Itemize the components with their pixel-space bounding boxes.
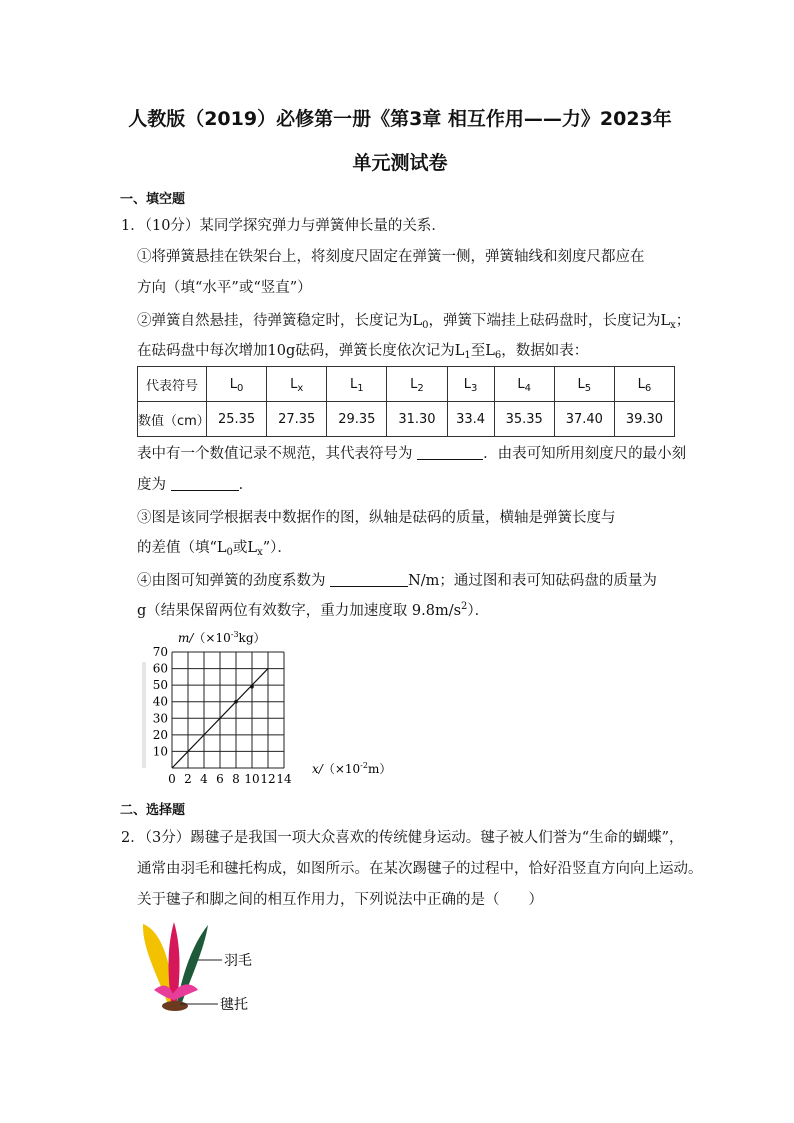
x-tick-label: 2 bbox=[184, 772, 192, 786]
table-row-values bbox=[138, 402, 675, 437]
table-cell-symbol: $L_1$ bbox=[327, 367, 387, 402]
y-axis-label: $m/(\times 10^{-3}kg)$ bbox=[178, 630, 266, 645]
table-cell-value: 33.4 bbox=[447, 402, 494, 437]
shuttlecock-base bbox=[162, 1001, 188, 1011]
section-heading-fill-in: 一、填空题 bbox=[120, 192, 186, 207]
section-heading-choice: 二、选择题 bbox=[120, 803, 186, 818]
y-tick-label: 60 bbox=[152, 661, 168, 676]
question-1-part1-line1: ①将弹簧悬挂在铁架台上，将刻度尺固定在弹簧一侧，弹簧轴线和刻度尺都应在 bbox=[137, 249, 645, 265]
question-1-part1-line2: 方向（填“水平”或“竖直”） bbox=[137, 280, 312, 296]
data-point bbox=[234, 700, 238, 704]
label-feather: 羽毛 bbox=[224, 953, 252, 969]
table-row-symbols bbox=[138, 367, 675, 402]
question-1-after-table-line2: 度为 ． bbox=[137, 477, 254, 493]
axis-shade bbox=[142, 662, 146, 768]
question-1-stem: 1．（10分）某同学探究弹力与弹簧伸长量的关系． bbox=[121, 218, 446, 234]
answer-blank[interactable] bbox=[417, 445, 483, 460]
y-tick-label: 10 bbox=[152, 744, 168, 759]
table-cell-value: 27.35 bbox=[267, 402, 327, 437]
question-1-after-table-line1: 表中有一个数值记录不规范，其代表符号为 ．由表可知所用刻度尺的最小刻 bbox=[137, 446, 687, 462]
x-tick-label: 4 bbox=[200, 772, 208, 786]
table-header-symbol: 代表符号 bbox=[138, 367, 207, 402]
answer-blank[interactable] bbox=[171, 476, 239, 491]
table-cell-value: 39.30 bbox=[614, 402, 674, 437]
answer-blank[interactable] bbox=[330, 572, 408, 587]
data-point bbox=[250, 685, 254, 689]
paper-title-line1: 人教版（2019）必修第一册《第3章 相互作用——力》2023年 bbox=[128, 108, 672, 130]
question-2-line3: 关于毽子和脚之间的相互作用力，下列说法中正确的是（ ） bbox=[137, 892, 543, 908]
x-tick-label: 12 bbox=[260, 772, 276, 786]
table-header-value: 数值（cm） bbox=[138, 402, 207, 437]
question-1-part4-line2: g（结果保留两位有效数字，重力加速度取 $9.8m/s^2$）． bbox=[137, 601, 490, 619]
mass-vs-extension-chart bbox=[130, 628, 410, 793]
shuttlecock-illustration bbox=[140, 920, 280, 1020]
x-tick-label: 14 bbox=[276, 772, 292, 786]
table-cell-symbol: $L_0$ bbox=[207, 367, 267, 402]
table-cell-value: 31.30 bbox=[387, 402, 447, 437]
x-tick-label: 10 bbox=[244, 772, 260, 786]
x-axis-label: $x/(\times 10^{-2}m)$ bbox=[312, 761, 392, 776]
question-1-part2-line2: 在砝码盘中每次增加10g砝码，弹簧长度依次记为$L_1$至$L_6$，数据如表： bbox=[137, 343, 589, 361]
x-tick-label: 8 bbox=[232, 772, 240, 786]
table-cell-symbol: $L_6$ bbox=[614, 367, 674, 402]
table-cell-symbol: $L_5$ bbox=[554, 367, 614, 402]
question-1-part4-line1: ④由图可知弹簧的劲度系数为 N/m；通过图和表可知砝码盘的质量为 bbox=[137, 573, 657, 589]
table-cell-symbol: $L_4$ bbox=[494, 367, 554, 402]
x-tick-label: 6 bbox=[216, 772, 224, 786]
table-cell-symbol: $L_x$ bbox=[267, 367, 327, 402]
question-1-part3-line1: ③图是该同学根据表中数据作的图，纵轴是砝码的质量，横轴是弹簧长度与 bbox=[137, 510, 616, 526]
question-1-part3-line2: 的差值（填“$L_0$或$L_x$”）． bbox=[137, 540, 292, 558]
y-tick-label: 30 bbox=[152, 711, 168, 726]
y-tick-label: 20 bbox=[152, 727, 168, 742]
y-tick-label: 50 bbox=[152, 678, 168, 693]
table-cell-value: 25.35 bbox=[207, 402, 267, 437]
y-tick-label: 40 bbox=[152, 694, 168, 709]
paper-title-line2: 单元测试卷 bbox=[352, 152, 448, 174]
table-cell-value: 29.35 bbox=[327, 402, 387, 437]
table-cell-symbol: $L_2$ bbox=[387, 367, 447, 402]
y-tick-label: 70 bbox=[152, 645, 168, 659]
x-tick-label: 0 bbox=[168, 772, 176, 786]
spring-length-table bbox=[137, 366, 675, 437]
question-2-line2: 通常由羽毛和毽托构成，如图所示。在某次踢毽子的过程中，恰好沿竖直方向向上运动。 bbox=[137, 861, 703, 877]
question-1-part2-line1: ②弹簧自然悬挂，待弹簧稳定时，长度记为$L_0$，弹簧下端挂上砝码盘时，长度记为$L_x$； bbox=[137, 313, 691, 331]
label-base: 毽托 bbox=[220, 997, 248, 1013]
table-cell-value: 35.35 bbox=[494, 402, 554, 437]
question-2-line1: 2．（3分）踢毽子是我国一项大众喜欢的传统健身运动。毽子被人们誉为“生命的蝴蝶”， bbox=[121, 830, 684, 846]
table-cell-symbol: $L_3$ bbox=[447, 367, 494, 402]
table-cell-value: 37.40 bbox=[554, 402, 614, 437]
